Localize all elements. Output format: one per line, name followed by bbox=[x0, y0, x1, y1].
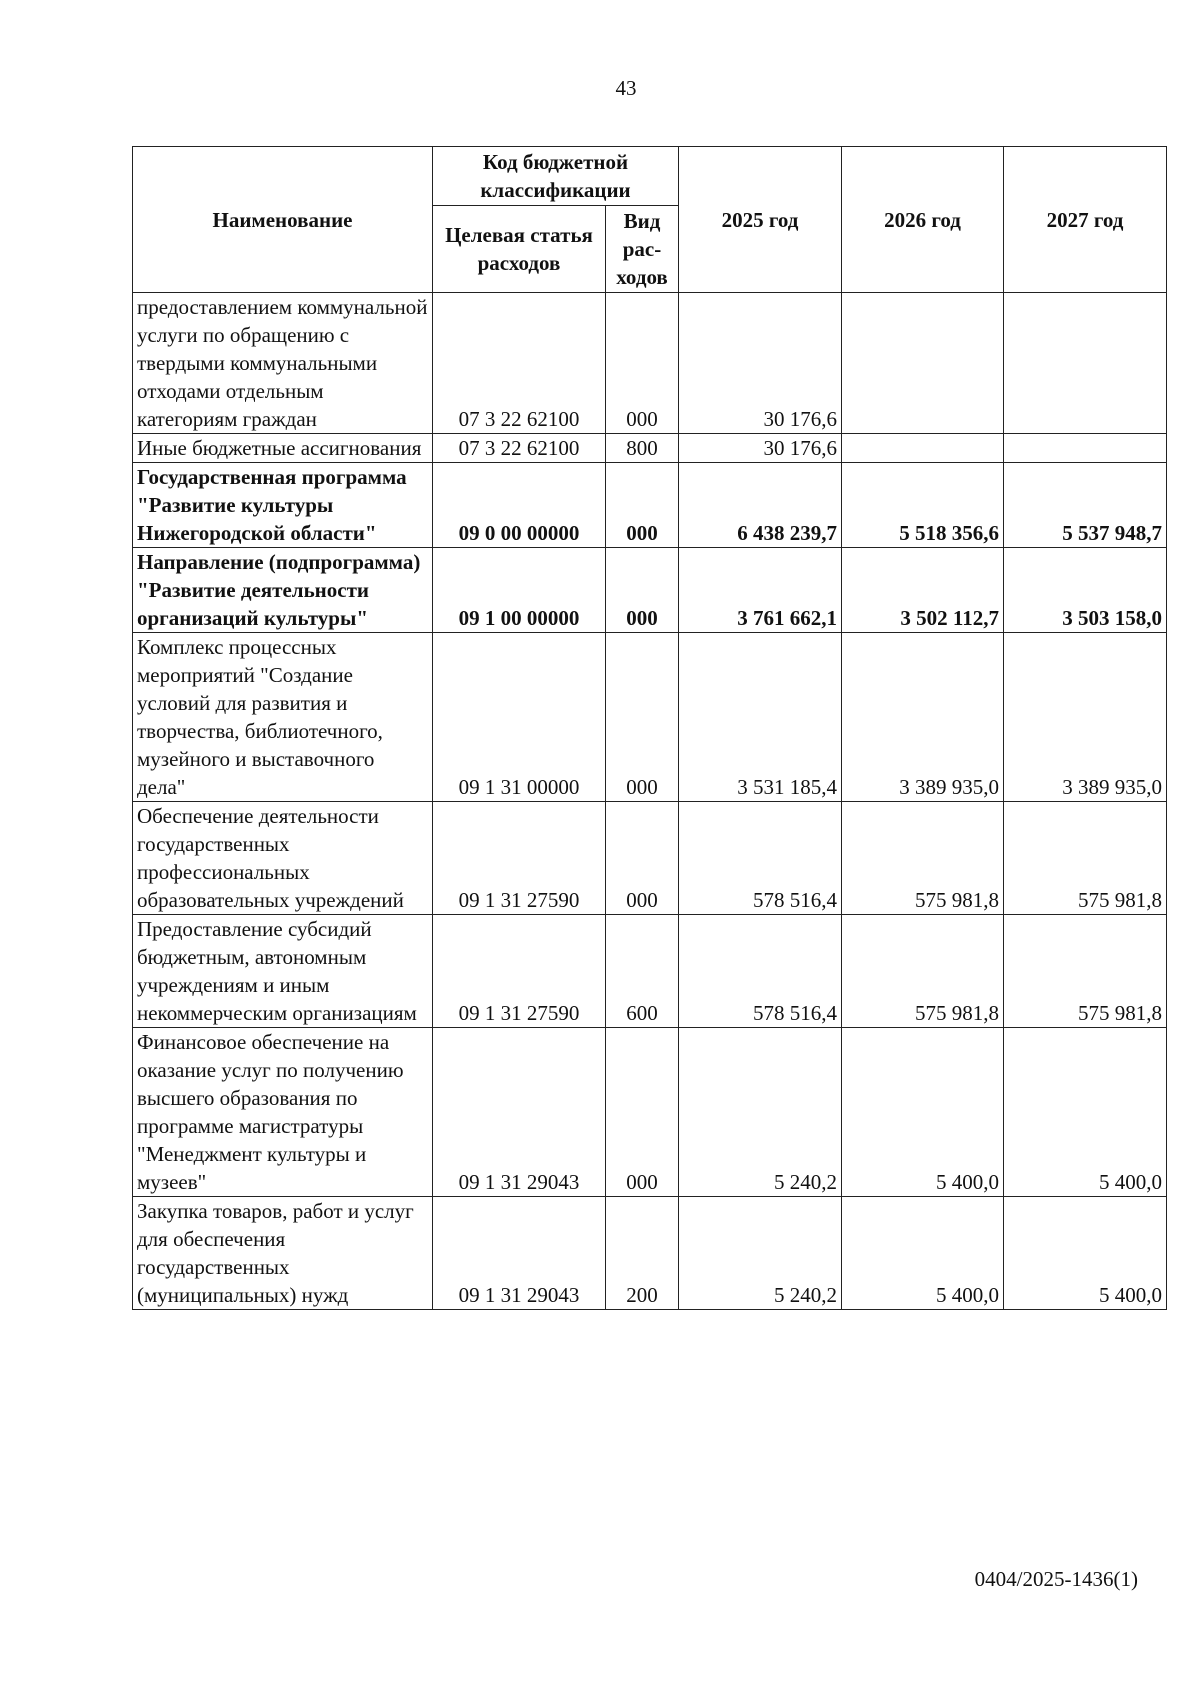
row-expense-kind: 800 bbox=[606, 434, 679, 463]
row-amount-2027: 575 981,8 bbox=[1004, 915, 1167, 1028]
row-target-article: 09 1 31 00000 bbox=[433, 633, 606, 802]
row-target-article: 09 1 31 29043 bbox=[433, 1028, 606, 1197]
row-amount-2025: 578 516,4 bbox=[679, 915, 842, 1028]
table-row bbox=[133, 548, 1167, 633]
table-row bbox=[133, 915, 1167, 1028]
table-row bbox=[133, 802, 1167, 915]
row-name: Комплекс процессных мероприятий "Создание условий для развития и творчества, библиотечного, музейного и выставочного дела" bbox=[133, 633, 433, 802]
row-amount-2026: 575 981,8 bbox=[842, 915, 1004, 1028]
table-row bbox=[133, 434, 1167, 463]
table-row bbox=[133, 1028, 1167, 1197]
row-amount-2027 bbox=[1004, 293, 1167, 434]
row-amount-2025: 3 761 662,1 bbox=[679, 548, 842, 633]
row-amount-2025: 30 176,6 bbox=[679, 293, 842, 434]
header-year-2025: 2025 год bbox=[679, 147, 842, 293]
row-target-article: 09 0 00 00000 bbox=[433, 463, 606, 548]
row-target-article: 09 1 31 27590 bbox=[433, 802, 606, 915]
row-amount-2025: 6 438 239,7 bbox=[679, 463, 842, 548]
row-amount-2026: 5 400,0 bbox=[842, 1197, 1004, 1310]
row-name: Государственная программа "Развитие культуры Нижегородской области" bbox=[133, 463, 433, 548]
row-name: Направление (подпрограмма) "Развитие деятельности организаций культуры" bbox=[133, 548, 433, 633]
row-expense-kind: 000 bbox=[606, 463, 679, 548]
row-amount-2025: 5 240,2 bbox=[679, 1028, 842, 1197]
page-number: 43 bbox=[615, 76, 637, 100]
row-amount-2027: 575 981,8 bbox=[1004, 802, 1167, 915]
table-row bbox=[133, 293, 1167, 434]
row-amount-2026 bbox=[842, 293, 1004, 434]
row-expense-kind: 000 bbox=[606, 293, 679, 434]
table-row bbox=[133, 1197, 1167, 1310]
row-expense-kind: 000 bbox=[606, 1028, 679, 1197]
row-expense-kind: 000 bbox=[606, 548, 679, 633]
row-amount-2027: 5 400,0 bbox=[1004, 1197, 1167, 1310]
row-amount-2027 bbox=[1004, 434, 1167, 463]
row-amount-2026: 575 981,8 bbox=[842, 802, 1004, 915]
table-body bbox=[133, 293, 1167, 1310]
row-expense-kind: 600 bbox=[606, 915, 679, 1028]
row-name: Обеспечение деятельности государственных профессиональных образовательных учреждений bbox=[133, 802, 433, 915]
row-amount-2025: 5 240,2 bbox=[679, 1197, 842, 1310]
budget-table bbox=[132, 146, 1167, 1310]
row-amount-2026 bbox=[842, 434, 1004, 463]
row-amount-2026: 3 389 935,0 bbox=[842, 633, 1004, 802]
row-expense-kind: 200 bbox=[606, 1197, 679, 1310]
row-amount-2027: 3 503 158,0 bbox=[1004, 548, 1167, 633]
row-target-article: 09 1 31 29043 bbox=[433, 1197, 606, 1310]
row-expense-kind: 000 bbox=[606, 633, 679, 802]
row-amount-2027: 5 537 948,7 bbox=[1004, 463, 1167, 548]
document-reference: 0404/2025-1436(1) bbox=[974, 1567, 1138, 1591]
row-amount-2025: 30 176,6 bbox=[679, 434, 842, 463]
row-amount-2027: 3 389 935,0 bbox=[1004, 633, 1167, 802]
row-amount-2026: 5 400,0 bbox=[842, 1028, 1004, 1197]
row-name: Предоставление субсидий бюджетным, автономным учреждениям и иным некоммерческим организациям bbox=[133, 915, 433, 1028]
row-name: предоставлением коммунальной услуги по обращению с твердыми коммунальными отходами отдельным категориям граждан bbox=[133, 293, 433, 434]
header-target-article: Целевая статья расходов bbox=[433, 206, 606, 293]
table-header bbox=[133, 147, 1167, 293]
header-code-group: Код бюджетной классификации bbox=[433, 147, 679, 206]
row-target-article: 09 1 00 00000 bbox=[433, 548, 606, 633]
row-name: Иные бюджетные ассигнования bbox=[133, 434, 433, 463]
row-name: Закупка товаров, работ и услуг для обеспечения государственных (муниципальных) нужд bbox=[133, 1197, 433, 1310]
row-amount-2026: 5 518 356,6 bbox=[842, 463, 1004, 548]
row-amount-2025: 578 516,4 bbox=[679, 802, 842, 915]
row-amount-2025: 3 531 185,4 bbox=[679, 633, 842, 802]
row-target-article: 09 1 31 27590 bbox=[433, 915, 606, 1028]
table-row bbox=[133, 463, 1167, 548]
row-amount-2026: 3 502 112,7 bbox=[842, 548, 1004, 633]
row-target-article: 07 3 22 62100 bbox=[433, 434, 606, 463]
row-name: Финансовое обеспечение на оказание услуг по получению высшего образования по программе магистратуры "Менеджмент культуры и музеев" bbox=[133, 1028, 433, 1197]
header-expense-kind: Вид рас-ходов bbox=[606, 206, 679, 293]
row-target-article: 07 3 22 62100 bbox=[433, 293, 606, 434]
table-row bbox=[133, 633, 1167, 802]
row-expense-kind: 000 bbox=[606, 802, 679, 915]
header-year-2026: 2026 год bbox=[842, 147, 1004, 293]
header-year-2027: 2027 год bbox=[1004, 147, 1167, 293]
row-amount-2027: 5 400,0 bbox=[1004, 1028, 1167, 1197]
header-name: Наименование bbox=[133, 147, 433, 293]
